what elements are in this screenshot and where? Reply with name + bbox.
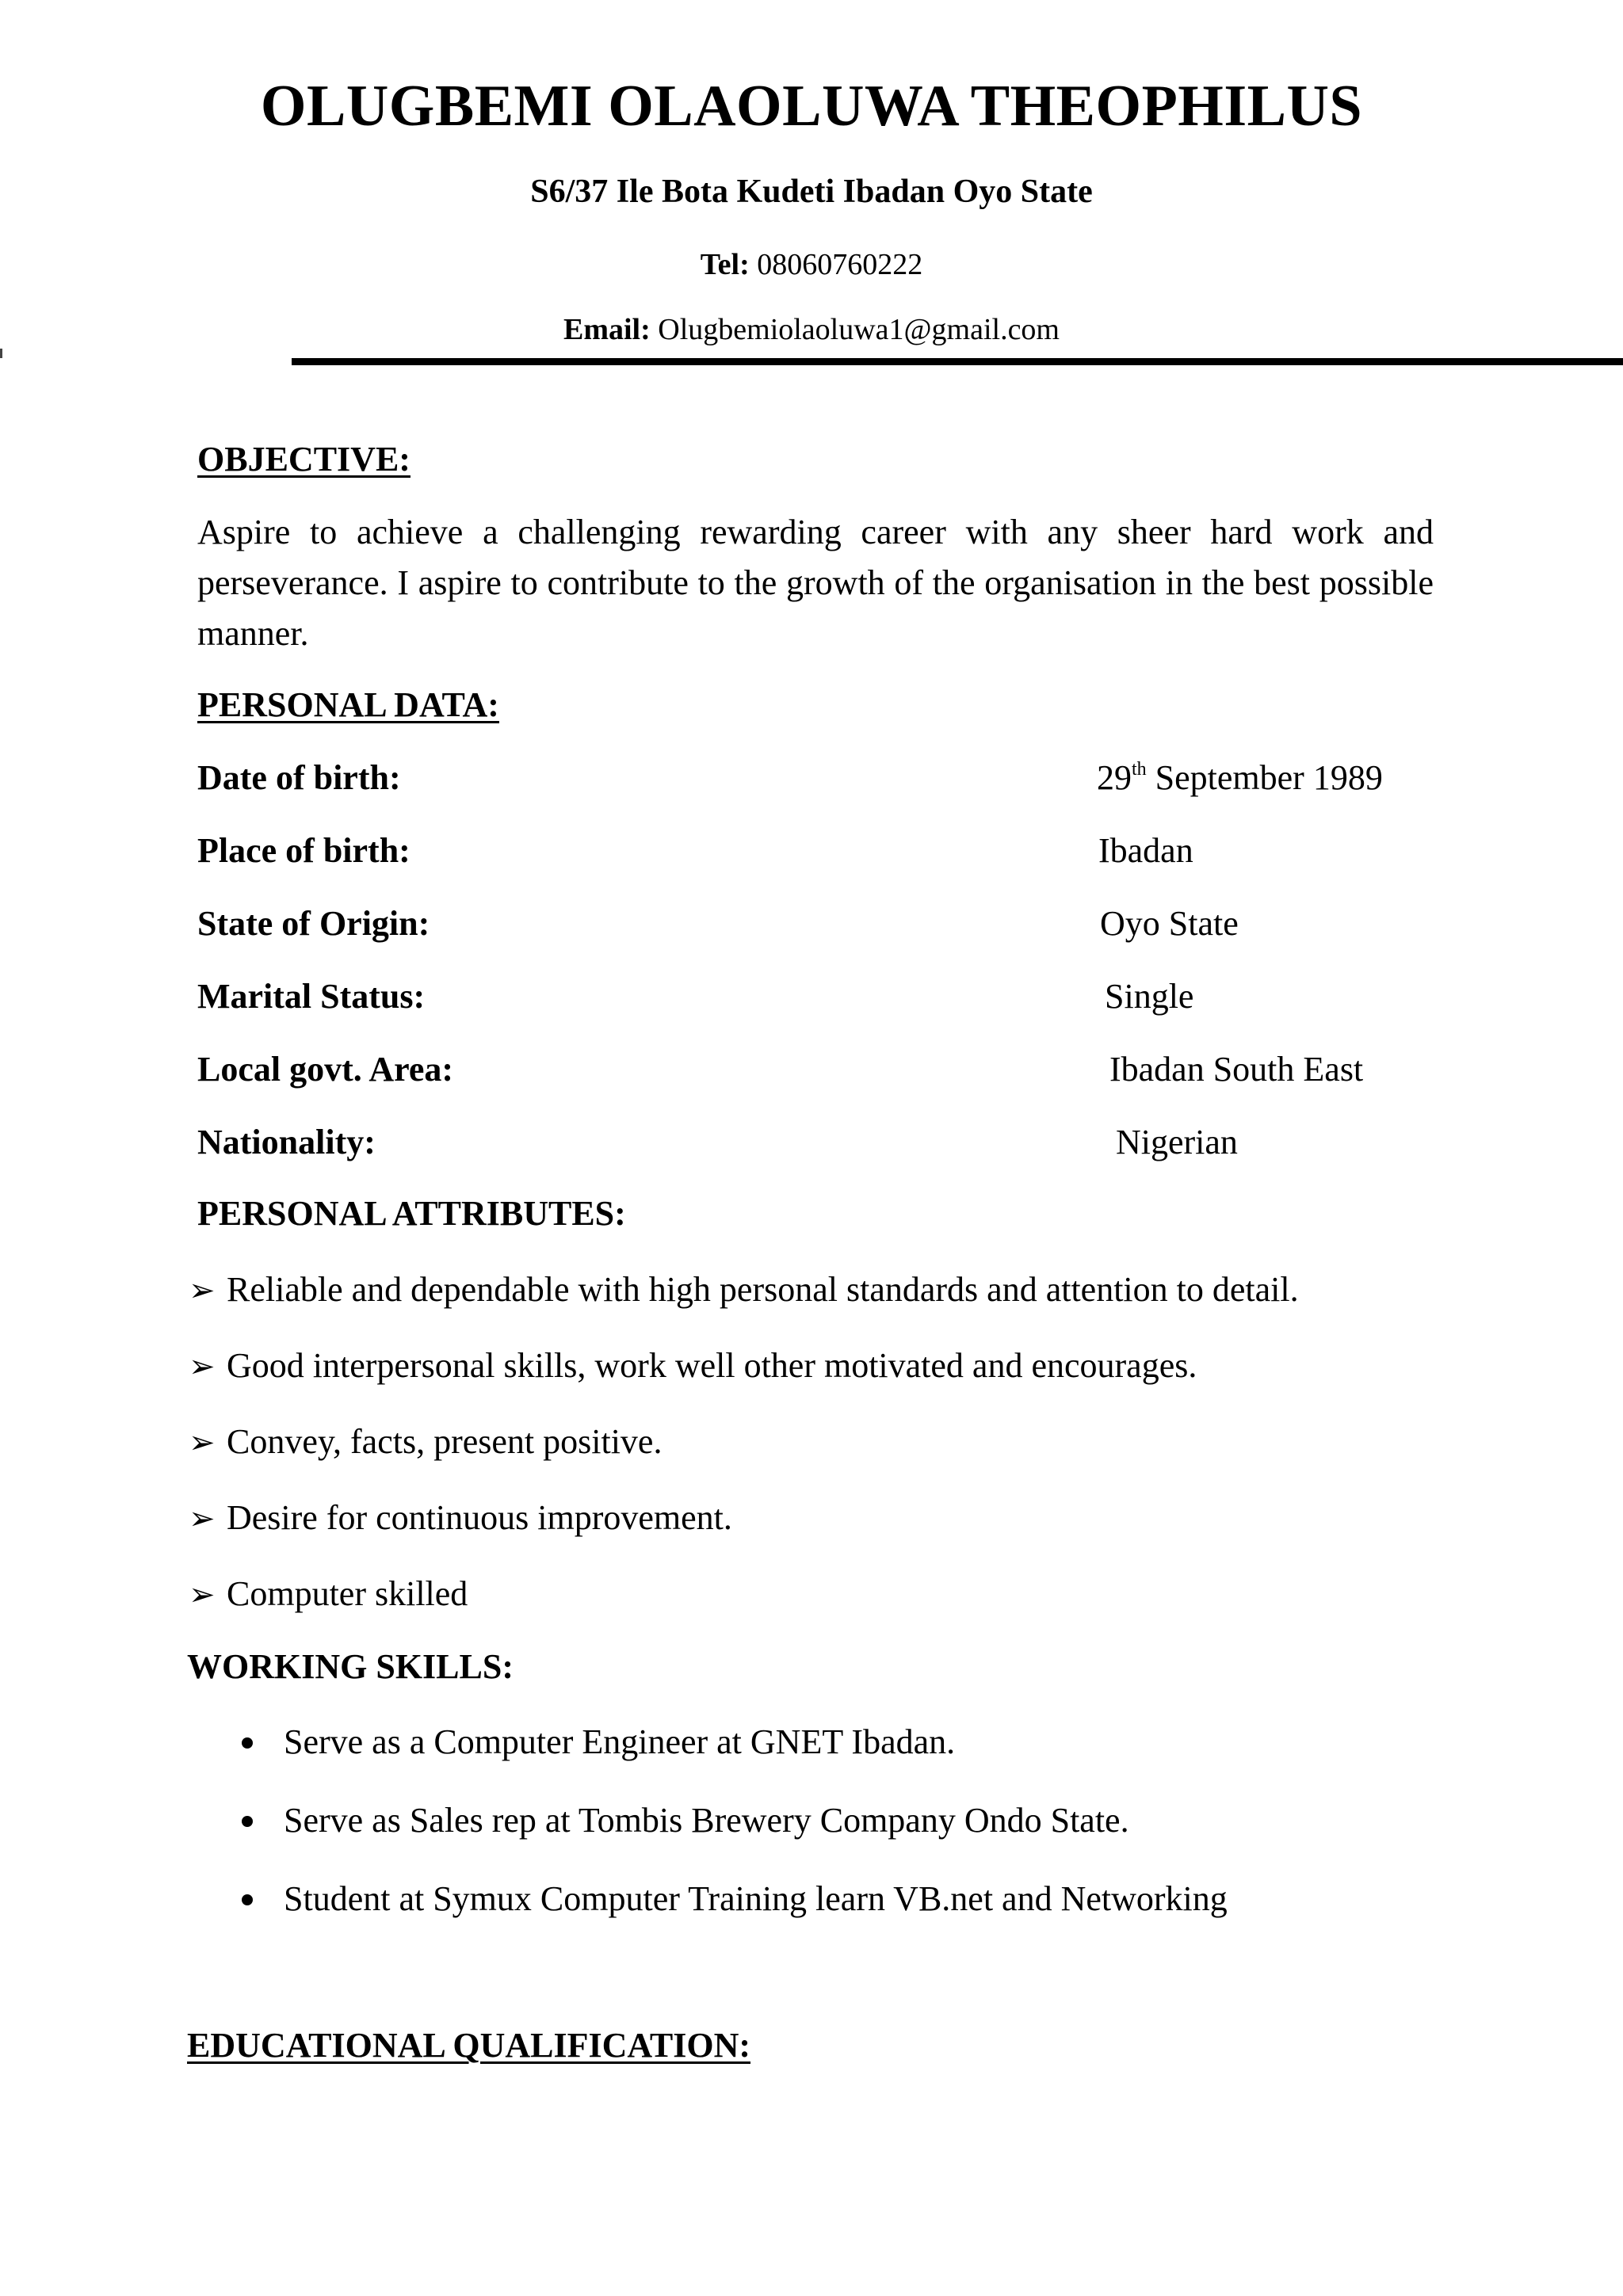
telephone-label: Tel: xyxy=(700,248,750,281)
marital-status-value: Single xyxy=(1105,977,1194,1016)
arrow-bullet-icon: ➢ xyxy=(189,1272,216,1308)
candidate-address: S6/37 Ile Bota Kudeti Ibadan Oyo State xyxy=(530,174,1093,210)
telephone-value: 08060760222 xyxy=(757,248,923,281)
working-skill-item: Student at Symux Computer Training learn VB.net and Networking xyxy=(284,1879,1228,1918)
scan-artifact xyxy=(0,349,2,358)
dob-value: 29th September 1989 xyxy=(1097,758,1383,797)
arrow-bullet-icon: ➢ xyxy=(189,1501,216,1536)
attribute-item: ➢ Good interpersonal skills, work well other motivated and encourages. xyxy=(189,1346,1197,1385)
lga-value: Ibadan South East xyxy=(1109,1050,1364,1089)
attribute-item: ➢ Computer skilled xyxy=(189,1574,468,1613)
pob-value: Ibadan xyxy=(1098,831,1193,870)
attributes-heading: PERSONAL ATTRIBUTES: xyxy=(197,1194,626,1233)
email-label: Email: xyxy=(563,313,651,346)
bullet-dot-icon xyxy=(242,1737,253,1749)
working-skill-item: Serve as Sales rep at Tombis Brewery Company Ondo State. xyxy=(284,1801,1129,1840)
telephone-line xyxy=(0,247,1623,282)
bullet-dot-icon xyxy=(242,1816,253,1827)
objective-heading: OBJECTIVE: xyxy=(197,440,411,479)
email-value: Olugbemiolaoluwa1@gmail.com xyxy=(658,313,1060,346)
email-line xyxy=(0,312,1623,347)
personal-data-heading: PERSONAL DATA: xyxy=(197,685,499,724)
state-origin-label: State of Origin: xyxy=(197,904,430,943)
nationality-value: Nigerian xyxy=(1116,1123,1238,1161)
marital-status-label: Marital Status: xyxy=(197,977,426,1016)
objective-text: Aspire to achieve a challenging rewarding career with any sheer hard work and perseverance. I aspire to contribute to the growth of the organisation in the best possible manner. xyxy=(197,513,1434,653)
bullet-dot-icon xyxy=(242,1894,253,1905)
pob-label: Place of birth: xyxy=(197,831,411,870)
candidate-name: OLUGBEMI OLAOLUWA THEOPHILUS xyxy=(260,74,1363,139)
attribute-item: ➢ Convey, facts, present positive. xyxy=(189,1422,663,1461)
working-skills-heading: WORKING SKILLS: xyxy=(187,1647,514,1686)
working-skill-item: Serve as a Computer Engineer at GNET Ibadan. xyxy=(284,1722,956,1761)
dob-label: Date of birth: xyxy=(197,758,401,797)
arrow-bullet-icon: ➢ xyxy=(189,1577,216,1612)
arrow-bullet-icon: ➢ xyxy=(189,1348,216,1384)
nationality-label: Nationality: xyxy=(197,1123,376,1161)
lga-label: Local govt. Area: xyxy=(197,1050,454,1089)
arrow-bullet-icon: ➢ xyxy=(189,1425,216,1460)
attribute-item: ➢ Desire for continuous improvement. xyxy=(189,1498,732,1537)
education-heading: EDUCATIONAL QUALIFICATION: xyxy=(187,2026,751,2065)
header-divider xyxy=(292,358,1623,365)
state-origin-value: Oyo State xyxy=(1100,904,1239,943)
attribute-item: ➢ Reliable and dependable with high personal standards and attention to detail. xyxy=(189,1270,1299,1309)
